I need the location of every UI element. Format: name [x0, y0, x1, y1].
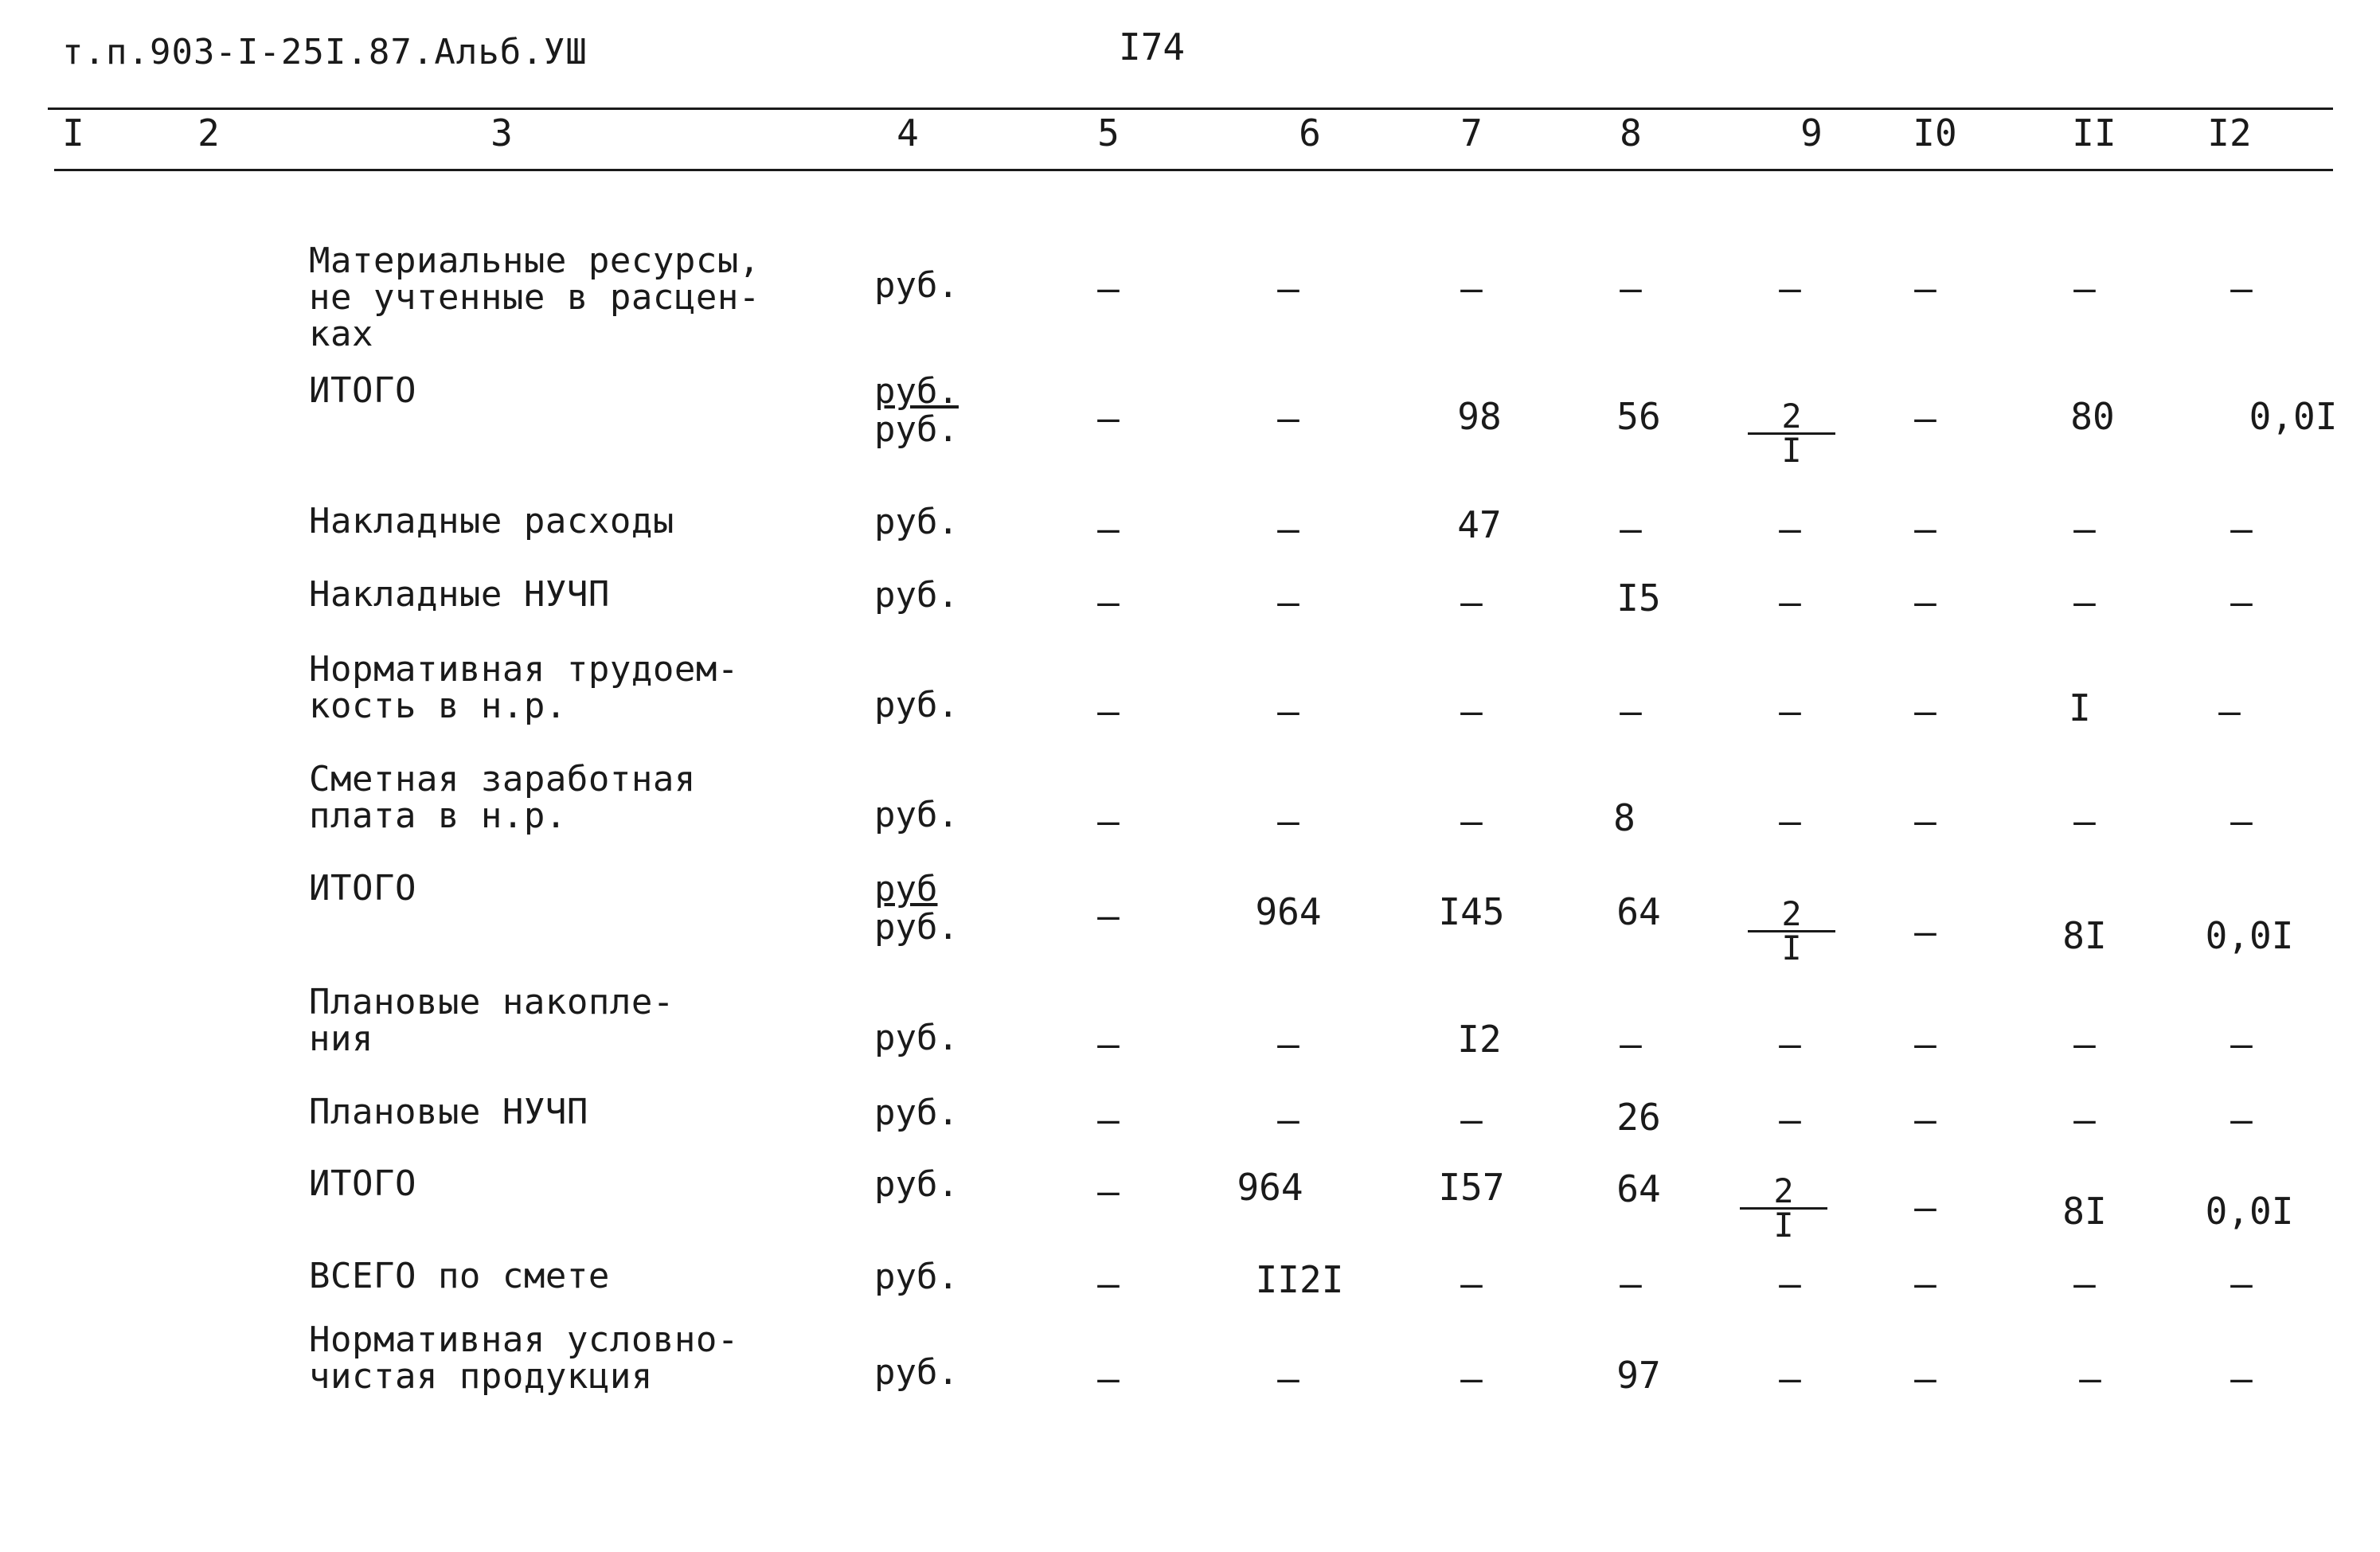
fraction-denominator: I: [1781, 928, 1802, 968]
cell-col9-fraction: [1748, 894, 1835, 968]
column-number-3: 3: [490, 111, 513, 154]
cell-col8: 97: [1616, 1354, 1661, 1397]
unit-value: руб.: [874, 409, 959, 450]
column-number-8: 8: [1620, 111, 1642, 154]
unit-numerator: руб: [874, 869, 938, 909]
cell-col8: –: [1620, 1022, 1642, 1065]
cell-col12: 0,0I: [2205, 1190, 2294, 1233]
row-name: Сметная заработная плата в н.р.: [309, 759, 696, 836]
column-number-12: I2: [2207, 111, 2252, 154]
cell-col5: –: [1097, 397, 1120, 440]
cell-col6: 964: [1255, 890, 1322, 933]
unit-value: руб.: [874, 1093, 959, 1133]
document-code: т.п.903-I-25I.87.Альб.УШ: [62, 32, 588, 72]
cell-col11: 8I: [2062, 914, 2107, 957]
cell-col10: –: [1914, 910, 1936, 953]
cell-col11: –: [2073, 1098, 2096, 1141]
cell-col11: I: [2069, 686, 2091, 729]
cell-col10: –: [1914, 397, 1936, 440]
cell-col10: –: [1914, 1262, 1936, 1305]
row-name: Плановые НУЧП: [309, 1092, 588, 1132]
cell-col12: 0,0I: [2249, 395, 2338, 438]
fraction-numerator: 2: [1740, 1175, 1827, 1210]
cell-col12: –: [2230, 799, 2253, 842]
cell-col11: 80: [2070, 395, 2115, 438]
row-name: Плановые накопле- ния: [309, 982, 674, 1059]
column-number-1: I: [62, 111, 84, 154]
cell-col7: 98: [1457, 395, 1502, 438]
cell-col8: –: [1620, 267, 1642, 310]
cell-col7: 47: [1457, 503, 1502, 546]
cell-col5: –: [1097, 894, 1120, 937]
row-name: ИТОГО: [309, 1163, 416, 1204]
cell-col12: –: [2230, 1357, 2253, 1400]
row-unit: [874, 577, 959, 615]
fraction-numerator: 2: [1748, 898, 1835, 932]
cell-col9: –: [1779, 1262, 1801, 1305]
unit-numerator: руб.: [874, 371, 959, 412]
cell-col8: –: [1620, 507, 1642, 550]
row-unit: [874, 1354, 959, 1392]
cell-col10: –: [1914, 1098, 1936, 1141]
cell-col11: –: [2073, 507, 2096, 550]
unit-value: руб.: [874, 1018, 959, 1058]
row-unit: [874, 1258, 959, 1296]
cell-col10: –: [1914, 267, 1936, 310]
cell-col6: –: [1277, 267, 1299, 310]
cell-col9: –: [1779, 1022, 1801, 1065]
row-name: Нормативная условно- чистая продукция: [309, 1319, 739, 1397]
cell-col11: –: [2073, 1262, 2096, 1305]
cell-col7: –: [1460, 799, 1483, 842]
cell-col5: –: [1097, 267, 1120, 310]
cell-col9: –: [1779, 581, 1801, 624]
unit-value: руб.: [874, 1257, 959, 1297]
cell-col5: –: [1097, 1170, 1120, 1213]
column-number-4: 4: [897, 111, 919, 154]
unit-value: руб.: [874, 502, 959, 542]
cell-col6: –: [1277, 1098, 1299, 1141]
cell-col9-fraction: [1740, 1171, 1827, 1245]
row-name: Накладные НУЧП: [309, 574, 610, 615]
cell-col9: –: [1779, 507, 1801, 550]
row-unit: [874, 1019, 959, 1057]
cell-col6: –: [1277, 1357, 1299, 1400]
cell-col6: –: [1277, 581, 1299, 624]
cell-col11: –: [2079, 1357, 2101, 1400]
row-name: Нормативная трудоем- кость в н.р.: [309, 649, 739, 726]
cell-col12: –: [2230, 1022, 2253, 1065]
cell-col12: –: [2218, 690, 2241, 733]
cell-col12: –: [2230, 581, 2253, 624]
cell-col6: –: [1277, 690, 1299, 733]
cell-col11: –: [2073, 581, 2096, 624]
cell-col7: –: [1460, 690, 1483, 733]
cell-col6: –: [1277, 799, 1299, 842]
cell-col11: –: [2073, 267, 2096, 310]
row-name: Накладные расходы: [309, 501, 674, 541]
cell-col5: –: [1097, 1357, 1120, 1400]
cell-col12: 0,0I: [2205, 914, 2294, 957]
cell-col9: –: [1779, 1357, 1801, 1400]
cell-col11: –: [2073, 1022, 2096, 1065]
row-name: ИТОГО: [309, 868, 416, 909]
cell-col9: –: [1779, 1098, 1801, 1141]
cell-col5: –: [1097, 1022, 1120, 1065]
cell-col5: –: [1097, 690, 1120, 733]
row-name: ИТОГО: [309, 370, 416, 411]
cell-col8: –: [1620, 1262, 1642, 1305]
cell-col6: –: [1277, 507, 1299, 550]
unit-value: руб.: [874, 265, 959, 306]
cell-col11: 8I: [2062, 1190, 2107, 1233]
cell-col12: –: [2230, 507, 2253, 550]
cell-col7: I2: [1457, 1018, 1502, 1061]
table-top-rule: [48, 108, 2333, 110]
cell-col7: I57: [1438, 1166, 1505, 1209]
cell-col6: –: [1277, 397, 1299, 440]
cell-col10: –: [1914, 1357, 1936, 1400]
cell-col5: –: [1097, 507, 1120, 550]
cell-col6: –: [1277, 1022, 1299, 1065]
cell-col8: 64: [1616, 890, 1661, 933]
cell-col10: –: [1914, 799, 1936, 842]
cell-col9: –: [1779, 267, 1801, 310]
row-unit: [874, 686, 959, 725]
cell-col10: –: [1914, 690, 1936, 733]
cell-col5: –: [1097, 1098, 1120, 1141]
unit-value: руб.: [874, 575, 959, 616]
cell-col8: 26: [1616, 1096, 1661, 1139]
row-unit: [874, 870, 959, 947]
row-name: Материальные ресурсы, не учтенные в расцен- ках: [309, 240, 760, 354]
column-number-2: 2: [197, 111, 220, 154]
fraction-denominator: I: [1781, 431, 1802, 470]
fraction-numerator: 2: [1748, 401, 1835, 435]
cell-col6: 964: [1237, 1166, 1303, 1209]
cell-col7: –: [1460, 581, 1483, 624]
cell-col5: –: [1097, 1262, 1120, 1305]
page-number: I74: [1119, 25, 1186, 68]
cell-col10: –: [1914, 507, 1936, 550]
row-unit: [874, 503, 959, 541]
cell-col10: –: [1914, 1022, 1936, 1065]
cell-col10: –: [1914, 581, 1936, 624]
column-number-11: II: [2072, 111, 2116, 154]
row-name: ВСЕГО по смете: [309, 1256, 610, 1296]
cell-col12: –: [2230, 267, 2253, 310]
row-unit: [874, 1094, 959, 1132]
fraction-denominator: I: [1773, 1206, 1794, 1245]
column-number-6: 6: [1299, 111, 1321, 154]
cell-col6: II2I: [1255, 1258, 1344, 1301]
column-number-9: 9: [1800, 111, 1823, 154]
cell-col10: –: [1914, 1186, 1936, 1229]
cell-col7: I45: [1438, 890, 1505, 933]
cell-col7: –: [1460, 267, 1483, 310]
cell-col8: I5: [1616, 577, 1661, 620]
cell-col12: –: [2230, 1098, 2253, 1141]
cell-col8: 56: [1616, 395, 1661, 438]
row-unit: [874, 1166, 959, 1204]
cell-col7: –: [1460, 1262, 1483, 1305]
cell-col8: 64: [1616, 1167, 1661, 1210]
cell-col9-fraction: [1748, 397, 1835, 470]
cell-col11: –: [2073, 799, 2096, 842]
cell-col8: 8: [1613, 796, 1636, 839]
cell-col7: –: [1460, 1098, 1483, 1141]
unit-value: руб.: [874, 685, 959, 725]
column-number-7: 7: [1460, 111, 1483, 154]
cell-col5: –: [1097, 581, 1120, 624]
cell-col9: –: [1779, 799, 1801, 842]
cell-col5: –: [1097, 799, 1120, 842]
row-unit: [874, 373, 959, 449]
column-number-5: 5: [1097, 111, 1120, 154]
cell-col7: –: [1460, 1357, 1483, 1400]
unit-value: руб.: [874, 1352, 959, 1393]
unit-value: руб.: [874, 1164, 959, 1205]
cell-col12: –: [2230, 1262, 2253, 1305]
unit-value: руб.: [874, 907, 959, 948]
column-number-10: I0: [1913, 111, 1957, 154]
unit-value: руб.: [874, 795, 959, 835]
cell-col8: –: [1620, 690, 1642, 733]
row-unit: [874, 796, 959, 835]
cell-col9: –: [1779, 690, 1801, 733]
table-header-rule: [54, 169, 2333, 171]
row-unit: [874, 267, 959, 305]
